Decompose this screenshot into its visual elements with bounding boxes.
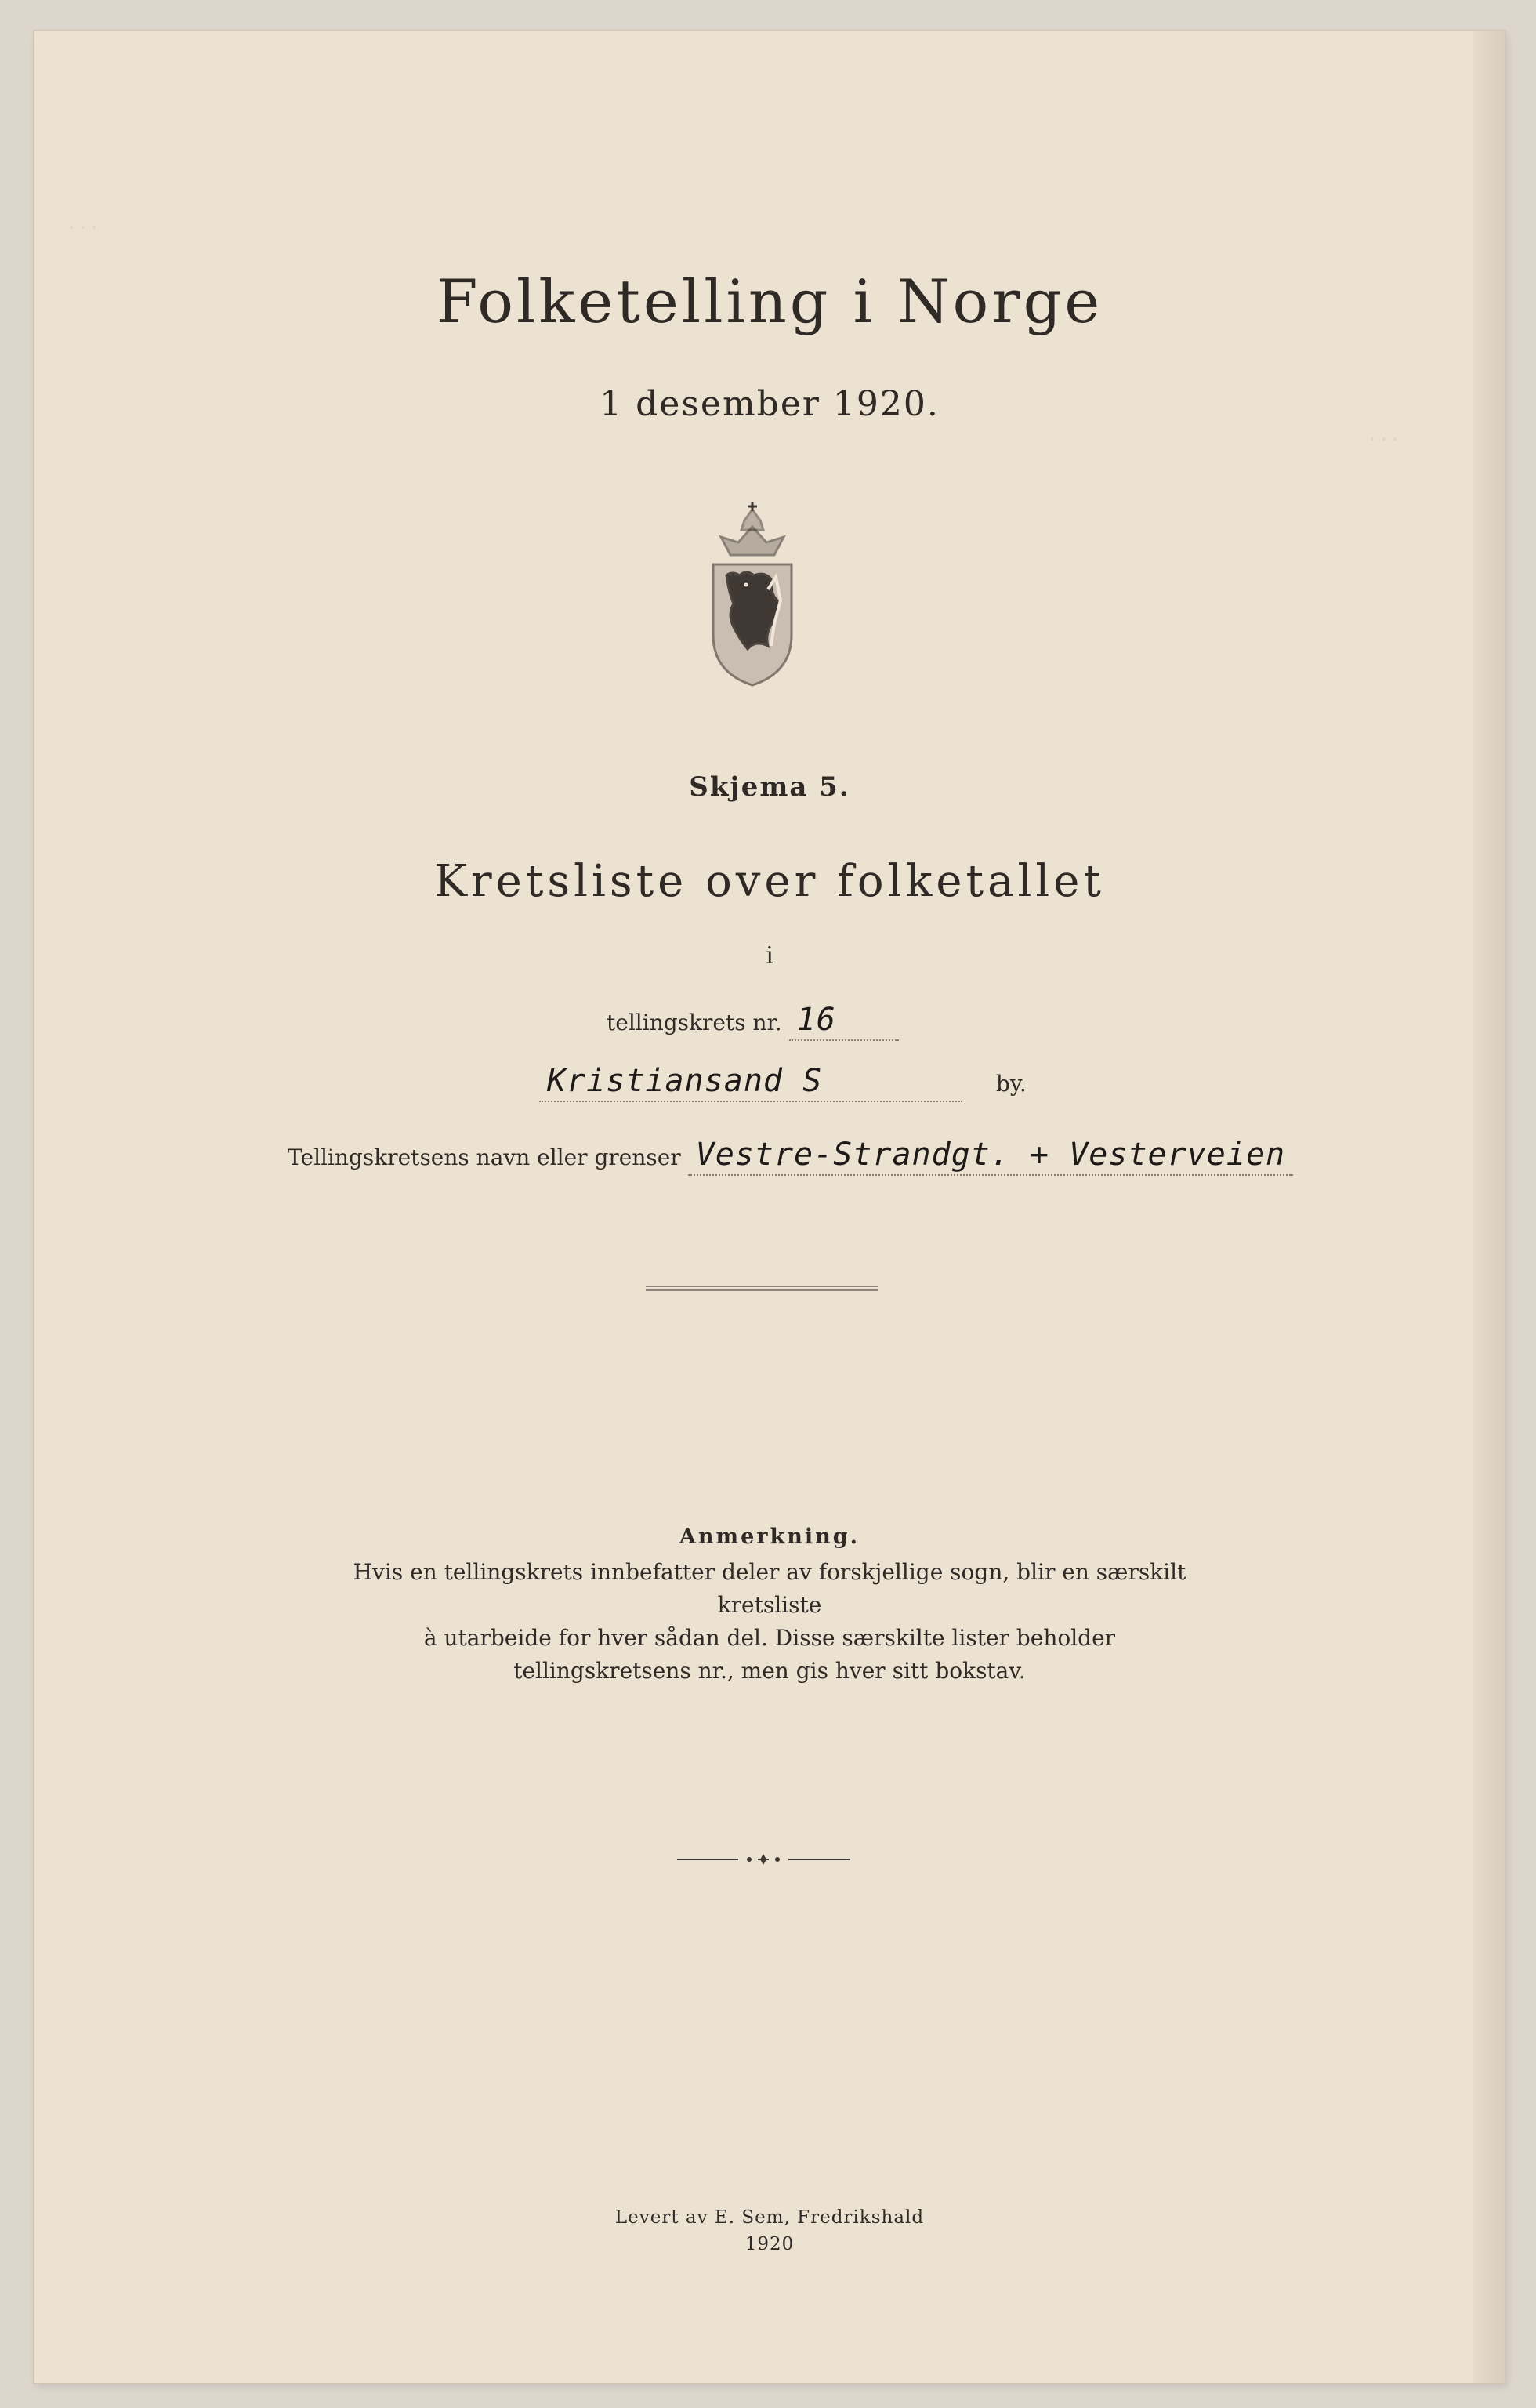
publisher-line: Levert av E. Sem, Fredrikshald: [614, 2207, 925, 2228]
boundary-line: [288, 1137, 1293, 1176]
boundary-field: [688, 1137, 1293, 1176]
city-field: [539, 1063, 962, 1102]
city-line: [539, 1063, 1027, 1102]
list-title: Kretsliste over folketallet: [434, 856, 1105, 907]
boundary-value: Vestre-Strandgt. + Vesterveien: [695, 1137, 1286, 1173]
district-number-line: [607, 1002, 899, 1041]
district-label: tellingskrets nr.: [607, 1010, 782, 1035]
city-name: Kristiansand S: [547, 1063, 823, 1099]
district-number-field: [789, 1002, 899, 1041]
preposition-text: i: [766, 942, 773, 970]
crest-icon: [699, 494, 806, 690]
schema-label: Skjema 5.: [689, 771, 850, 803]
notice-line-1: Hvis en tellingskrets innbefatter deler av forskjellige sogn, blir en særskilt kretsliste: [353, 1559, 1186, 1618]
double-divider: [646, 1286, 878, 1291]
notice-title: Anmerkning.: [679, 1525, 860, 1549]
notice-line-3: tellingskretsens nr., men gis hver sitt bokstav.: [513, 1658, 1026, 1684]
notice-line-2: à utarbeide for hver sådan del. Disse særskilte lister beholder: [423, 1625, 1116, 1651]
bleedthrough-mark: ...: [66, 212, 100, 234]
city-suffix: by.: [995, 1071, 1027, 1097]
census-date: 1 desember 1920.: [600, 384, 940, 424]
publisher-footer: [34, 2204, 1505, 2258]
page-title: Folketelling i Norge: [436, 267, 1103, 336]
notice-text: [299, 1556, 1240, 1688]
boundary-label: Tellingskretsens navn eller grenser: [288, 1144, 681, 1170]
bleedthrough-mark: ...: [1367, 423, 1401, 445]
census-form-page: [34, 31, 1505, 2383]
publisher-year: 1920: [744, 2234, 795, 2254]
ornament-icon: [677, 1851, 850, 1867]
district-number: 16: [796, 1002, 836, 1038]
